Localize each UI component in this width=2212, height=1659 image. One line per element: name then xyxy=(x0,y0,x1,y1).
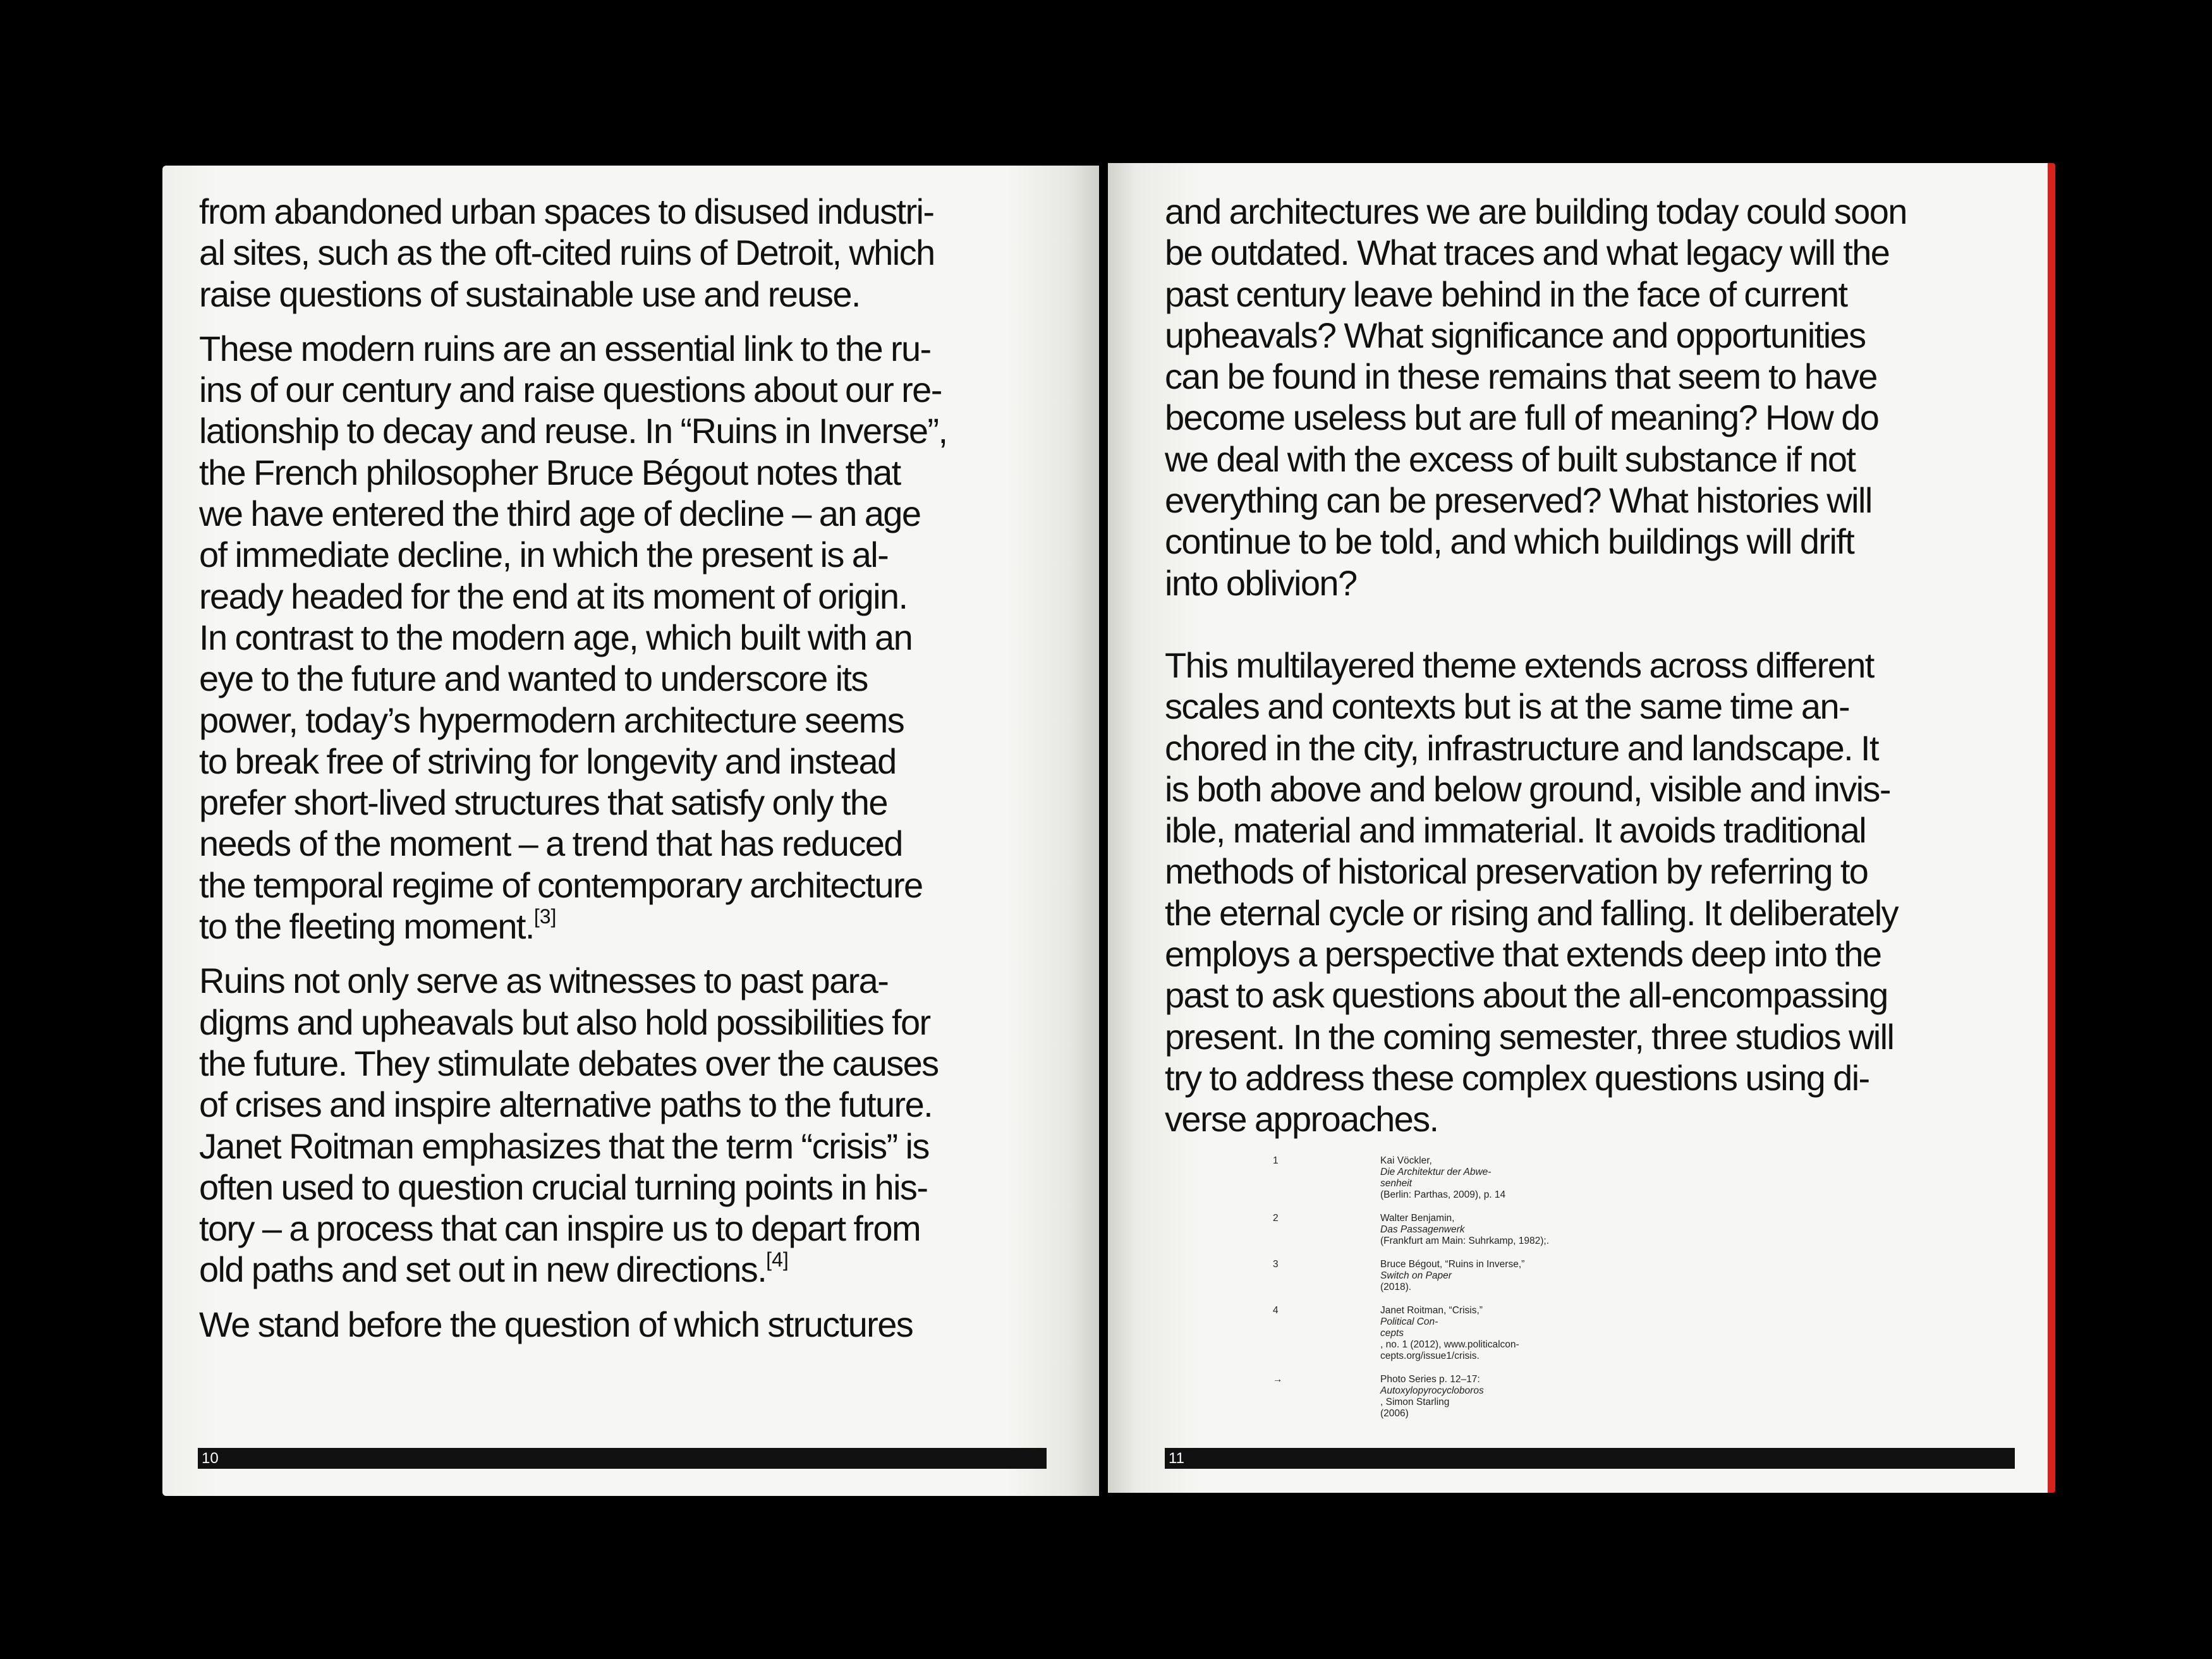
text-line: These modern ruins are an essential link to the ru- xyxy=(199,328,931,368)
footnote-text-part: (2018). xyxy=(1380,1282,1412,1292)
page-number: 11 xyxy=(1169,1450,1184,1467)
text-line: become useless but are full of meaning? How do xyxy=(1165,398,1879,438)
footnote-item xyxy=(1264,1155,1618,1201)
text-line: the temporal regime of contemporary architecture xyxy=(199,865,923,905)
right-footer-bar xyxy=(1165,1448,2015,1469)
footnote-italic-part: Die Architektur der Abwe- xyxy=(1380,1167,1492,1177)
text-line: of crises and inspire alternative paths to the future. xyxy=(199,1085,933,1125)
text-line: is both above and below ground, visible and invis- xyxy=(1165,769,1890,809)
text-line: We stand before the question of which structures xyxy=(199,1304,913,1344)
footnote-text xyxy=(1380,1259,1589,1293)
text-line: the eternal cycle or rising and falling. It deliberately xyxy=(1165,892,1898,933)
text-line: past century leave behind in the face of current xyxy=(1165,274,1847,314)
arrow-right-icon: → xyxy=(1273,1374,1283,1385)
footnote-text-part: Bruce Bégout, “Ruins in Inverse,” xyxy=(1380,1259,1525,1270)
footnote-text xyxy=(1380,1213,1589,1247)
footnote-text-part: Photo Series p. 12–17: xyxy=(1380,1374,1480,1385)
text-line-with-footnote xyxy=(199,906,1046,947)
footnote-ref-4: [4] xyxy=(766,1248,789,1272)
text-line: the future. They stimulate debates over the causes xyxy=(199,1043,939,1083)
footnote-ref-3: [3] xyxy=(533,905,557,928)
text-line: verse approaches. xyxy=(1165,1099,1438,1139)
text-line: ible, material and immaterial. It avoids traditional xyxy=(1165,810,1866,851)
footnotes xyxy=(1264,1155,1618,1431)
text-line: This multilayered theme extends across different xyxy=(1165,645,1874,685)
left-body-text xyxy=(199,191,1046,1345)
text-line: old paths and set out in new directions. xyxy=(199,1249,767,1290)
footnote-text-part: Walter Benjamin, xyxy=(1380,1213,1455,1224)
text-line: the French philosopher Bruce Bégout notes that xyxy=(199,452,901,492)
footnote-item xyxy=(1264,1305,1618,1362)
text-line: methods of historical preservation by referring to xyxy=(1165,851,1868,892)
text-line: lationship to decay and reuse. In “Ruins in Inverse”, xyxy=(199,411,947,451)
text-line: eye to the future and wanted to underscore its xyxy=(199,659,868,699)
footnote-italic-part: Switch on Paper xyxy=(1380,1270,1452,1281)
text-line: In contrast to the modern age, which built with an xyxy=(199,617,913,657)
text-line: can be found in these remains that seem to have xyxy=(1165,356,1877,397)
text-line: present. In the coming semester, three studios will xyxy=(1165,1016,1894,1057)
footnote-text xyxy=(1380,1374,1589,1419)
footnote-italic-part: Autoxylopyrocycloboros xyxy=(1380,1385,1484,1396)
text-line: digms and upheavals but also hold possibilities for xyxy=(199,1002,930,1042)
text-line: to break free of striving for longevity and instead xyxy=(199,741,896,781)
text-line: everything can be preserved? What histories will xyxy=(1165,480,1872,521)
text-line: raise questions of sustainable use and reuse. xyxy=(199,274,860,314)
footnote-text xyxy=(1380,1305,1589,1362)
footnote-italic-part: Political Con- xyxy=(1380,1316,1438,1327)
footnote-text-part: (Berlin: Parthas, 2009), p. 14 xyxy=(1380,1189,1506,1200)
footnote-number: 1 xyxy=(1273,1155,1279,1166)
text-line: be outdated. What traces and what legacy will the xyxy=(1165,233,1890,273)
text-line: tory – a process that can inspire us to depart from xyxy=(199,1208,921,1249)
footnote-item xyxy=(1264,1259,1618,1293)
footnote-text-part: (Frankfurt am Main: Suhrkamp, 1982);. xyxy=(1380,1236,1550,1246)
footnote-text xyxy=(1380,1155,1589,1201)
red-page-edge xyxy=(2048,163,2055,1493)
text-line: often used to question crucial turning points in his- xyxy=(199,1167,928,1207)
left-footer-bar xyxy=(198,1448,1047,1469)
page-number: 10 xyxy=(202,1450,219,1467)
text-line: of immediate decline, in which the present is al- xyxy=(199,535,889,575)
footnote-text-part: Janet Roitman, “Crisis,” xyxy=(1380,1305,1483,1316)
text-line: needs of the moment – a trend that has reduced xyxy=(199,823,902,864)
footnote-number: 4 xyxy=(1273,1305,1279,1316)
text-line: we deal with the excess of built substance if not xyxy=(1165,439,1856,479)
text-line: from abandoned urban spaces to disused industri- xyxy=(199,191,934,231)
text-line: and architectures we are building today could soon xyxy=(1165,191,1907,231)
text-line: Janet Roitman emphasizes that the term “crisis” is xyxy=(199,1126,929,1166)
text-line: chored in the city, infrastructure and landscape. It xyxy=(1165,727,1878,768)
footnote-text-part: cepts.org/issue1/crisis. xyxy=(1380,1351,1480,1361)
footnote-item xyxy=(1264,1374,1618,1419)
footnote-text-part: , no. 1 (2012), www.politicalcon- xyxy=(1380,1339,1519,1350)
text-line: past to ask questions about the all-encompassing xyxy=(1165,975,1888,1016)
text-line: continue to be told, and which buildings will drift xyxy=(1165,521,1854,562)
text-line: into oblivion? xyxy=(1165,562,1357,603)
footnote-italic-part: cepts xyxy=(1380,1328,1404,1339)
text-line: al sites, such as the oft-cited ruins of Detroit, which xyxy=(199,233,935,273)
text-line: Ruins not only serve as witnesses to past para- xyxy=(199,961,889,1001)
text-line: try to address these complex questions using di- xyxy=(1165,1057,1869,1098)
text-line: employs a perspective that extends deep into the xyxy=(1165,934,1881,975)
footnote-text-part: (2006) xyxy=(1380,1408,1409,1419)
text-line: to the fleeting moment. xyxy=(199,906,534,947)
text-line: scales and contexts but is at the same time an- xyxy=(1165,686,1850,727)
text-line-with-footnote xyxy=(199,1249,1046,1290)
footnote-italic-part: senheit xyxy=(1380,1178,1412,1189)
text-line: prefer short-lived structures that satisfy only the xyxy=(199,782,887,823)
text-line: we have entered the third age of decline – an age xyxy=(199,494,921,534)
footnote-number: 3 xyxy=(1273,1259,1279,1270)
right-body-text xyxy=(1165,191,2012,1140)
footnote-text-part: Kai Vöckler, xyxy=(1380,1155,1432,1166)
text-line: power, today’s hypermodern architecture seems xyxy=(199,700,904,740)
footnote-item xyxy=(1264,1213,1618,1247)
footnote-number: 2 xyxy=(1273,1213,1279,1224)
text-line: upheavals? What significance and opportunities xyxy=(1165,315,1866,355)
footnote-italic-part: Das Passagenwerk xyxy=(1380,1224,1465,1235)
text-line: ins of our century and raise questions about our re- xyxy=(199,370,942,410)
text-line: ready headed for the end at its moment of origin. xyxy=(199,576,908,616)
footnote-text-part: , Simon Starling xyxy=(1380,1397,1450,1407)
